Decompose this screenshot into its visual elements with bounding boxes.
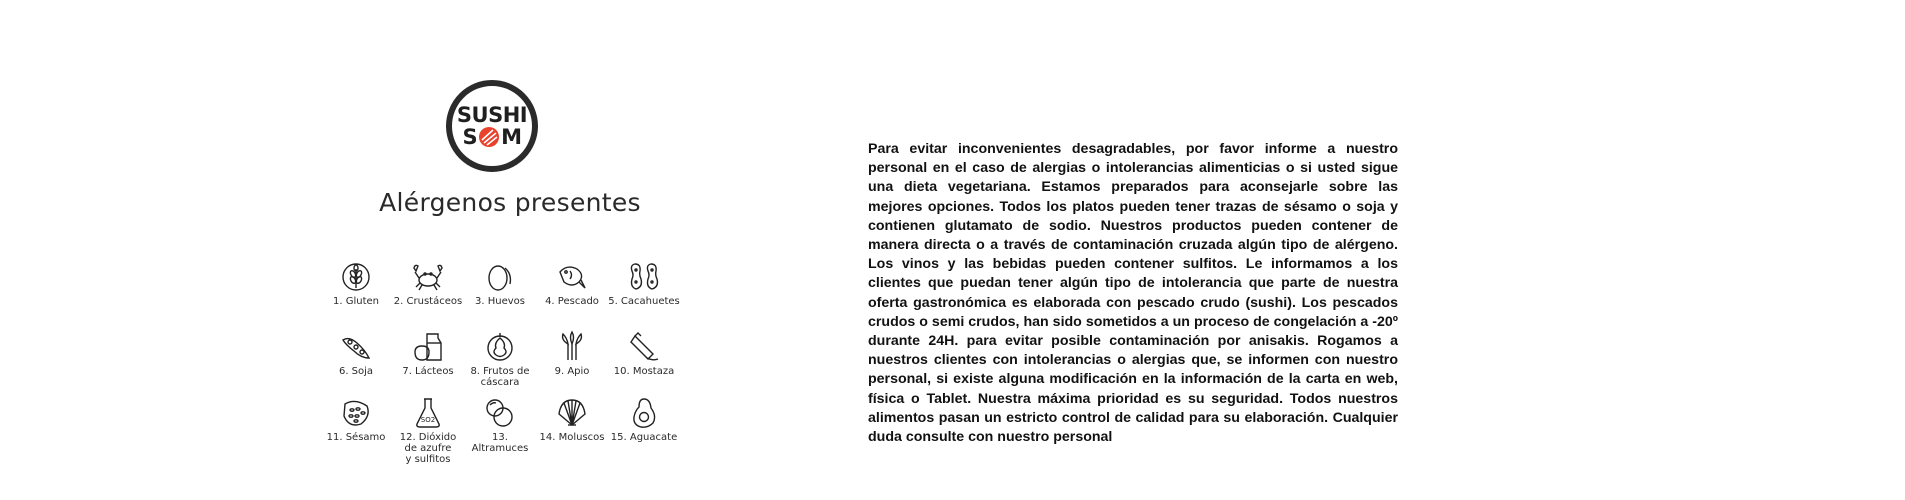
allergen-label: 15. Aguacate	[610, 432, 678, 443]
allergen-item	[536, 330, 608, 396]
svg-text:SO2: SO2	[420, 416, 436, 424]
sushi-roll-icon	[478, 126, 500, 148]
allergen-item	[320, 396, 392, 466]
crab-icon	[411, 260, 445, 294]
so2-flask-icon	[411, 396, 445, 430]
allergen-item	[608, 330, 680, 396]
allergen-label: 14. Moluscos	[539, 432, 605, 443]
allergen-label: 13. Altramuces	[471, 432, 529, 454]
allergen-label: 9. Apio	[554, 366, 590, 377]
allergens-heading: Alérgenos presentes	[379, 188, 641, 217]
allergen-label: 3. Huevos	[475, 296, 525, 307]
allergen-grid	[320, 260, 680, 466]
allergen-item	[536, 396, 608, 466]
lupin-icon	[483, 396, 517, 430]
logo-line-2	[462, 126, 521, 148]
fish-icon	[555, 260, 589, 294]
shell-icon	[555, 396, 589, 430]
allergen-item	[320, 260, 392, 330]
allergen-label: 5. Cacahuetes	[608, 296, 680, 307]
sushi-som-logo	[446, 80, 538, 172]
allergen-item	[392, 260, 464, 330]
allergen-item	[464, 330, 536, 396]
sesame-icon	[339, 396, 373, 430]
milk-icon	[411, 330, 445, 364]
allergens-panel	[310, 70, 710, 490]
allergen-item	[608, 396, 680, 466]
allergen-label: 11. Sésamo	[326, 432, 386, 443]
allergen-item	[464, 260, 536, 330]
allergen-label: 12. Dióxido de azufre y sulfitos	[399, 432, 457, 465]
wheat-icon	[339, 260, 373, 294]
mustard-icon	[627, 330, 661, 364]
logo-letter-s: S	[462, 125, 478, 149]
celery-icon	[555, 330, 589, 364]
logo-letter-m: M	[501, 125, 522, 149]
peanut-icon	[627, 260, 661, 294]
allergen-item	[464, 396, 536, 466]
allergen-item	[392, 330, 464, 396]
allergen-label: 10. Mostaza	[613, 366, 675, 377]
allergen-label: 4. Pescado	[545, 296, 599, 307]
allergen-item	[320, 330, 392, 396]
logo-line-1: SUSHI	[456, 103, 528, 127]
nut-icon	[483, 330, 517, 364]
allergy-notice-text: Para evitar inconvenientes desagradables, por favor informe a nuestro personal en el caso de alergias o intolerancias alimenticias o si usted sigue una dieta vegetariana. Estamos preparados para aconsejarle sobre las mejores opciones. Todos los platos pueden tener trazas de sésamo o soja y contienen glutamato de sodio. Nuestros productos pueden contener de manera directa o a través de contaminación cruzada algún tipo de alérgeno. Los vinos y las bebidas pueden contener sulfitos. Le informamos a los clientes que puedan tener algún tipo de intolerancia que parte de nuestra oferta gastronómica es elaborada con pescado crudo (sushi). Los pescados crudos o semi crudos, han sido sometidos a un proceso de congelación a -20º durante 24H. para evitar posible contaminación por anisakis. Rogamos a nuestros clientes con intolerancias o alergias que, se informen con nuestro personal, si existe alguna modificación en la información de la carta en web, física o Tablet. Nuestra máxima prioridad es su seguridad. Todos nuestros alimentos pasan un estricto control de calidad para su elaboración. Cualquier duda consulte con nuestro personal	[868, 141, 1398, 446]
allergen-label: 1. Gluten	[333, 296, 379, 307]
allergen-label: 6. Soja	[338, 366, 374, 377]
allergen-item	[392, 396, 464, 466]
egg-icon	[483, 260, 517, 294]
allergen-item	[536, 260, 608, 330]
avocado-icon	[627, 396, 661, 430]
allergen-label: 7. Lácteos	[402, 366, 454, 377]
allergen-label: 8. Frutos de cáscara	[470, 366, 530, 388]
allergen-item	[608, 260, 680, 330]
allergen-label: 2. Crustáceos	[393, 296, 463, 307]
soybean-icon	[339, 330, 373, 364]
